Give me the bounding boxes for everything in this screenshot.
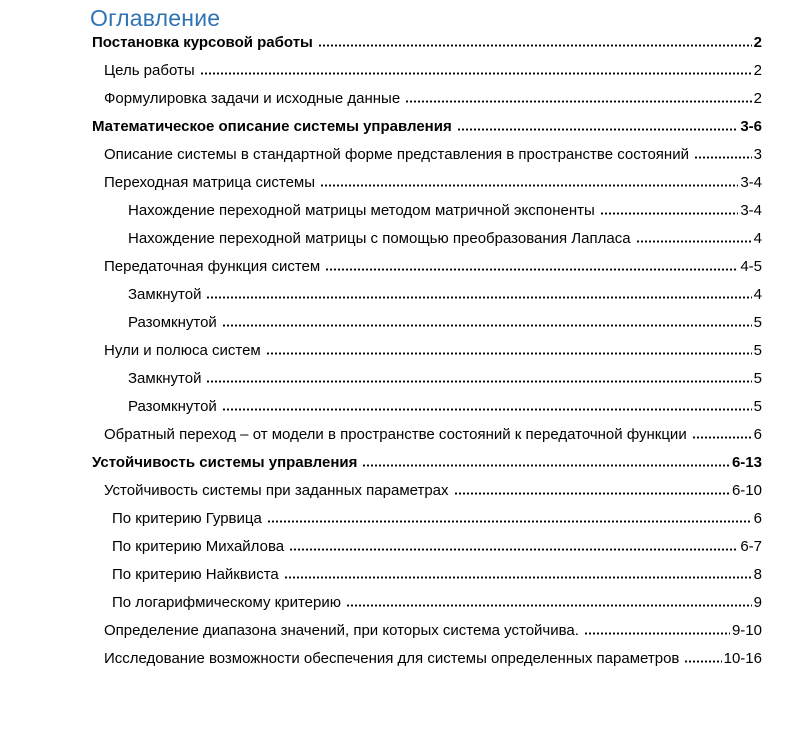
toc-entry-label: Передаточная функция систем xyxy=(104,258,321,275)
toc-entry[interactable] xyxy=(104,483,762,498)
toc-entry-label: По логарифмическому критерию xyxy=(112,594,341,611)
toc-entry-label: По критерию Гурвица xyxy=(112,510,262,527)
toc-entry-page: 5 xyxy=(753,342,762,359)
toc-entry-label: Нули и полюса систем xyxy=(104,342,261,359)
toc-entry-page: 9-10 xyxy=(731,622,762,639)
toc-entry[interactable] xyxy=(104,91,762,106)
toc-entry-page: 6-13 xyxy=(731,454,762,471)
toc-entry-label: Описание системы в стандартной форме представления в пространстве состояний xyxy=(104,146,689,163)
toc-dot-leader xyxy=(267,520,752,523)
toc-dot-leader xyxy=(284,576,752,579)
toc-entry[interactable] xyxy=(104,259,762,274)
toc-entry[interactable] xyxy=(104,651,762,666)
toc-dot-leader xyxy=(692,436,752,439)
toc-entry[interactable] xyxy=(92,119,762,134)
toc-dot-leader xyxy=(684,660,721,663)
toc-dot-leader xyxy=(457,128,739,131)
toc-entry-label: По критерию Найквиста xyxy=(112,566,279,583)
toc-entry-page: 5 xyxy=(753,398,762,415)
toc-entry-label: Исследование возможности обеспечения для системы определенных параметров xyxy=(104,650,680,667)
toc-entry-label: По критерию Михайлова xyxy=(112,538,285,555)
toc-entry-page: 2 xyxy=(753,62,762,79)
toc-entry[interactable] xyxy=(92,455,762,470)
toc-dot-leader xyxy=(636,240,752,243)
toc-entry[interactable] xyxy=(112,511,762,526)
toc-entry[interactable] xyxy=(128,399,762,414)
toc-entry-page: 4 xyxy=(753,230,762,247)
toc-entry-page: 4 xyxy=(753,286,762,303)
toc-dot-leader xyxy=(600,212,739,215)
toc-entry-label: Разомкнутой xyxy=(128,398,217,415)
toc-entry-label: Замкнутой xyxy=(128,370,202,387)
toc-entry-label: Устойчивость системы управления xyxy=(92,454,358,471)
toc-entry-page: 6-10 xyxy=(731,482,762,499)
toc-dot-leader xyxy=(320,184,738,187)
toc-entry-label: Разомкнутой xyxy=(128,314,217,331)
toc-dot-leader xyxy=(318,44,752,47)
toc-dot-leader xyxy=(405,100,752,103)
toc-dot-leader xyxy=(222,324,752,327)
toc-entry-page: 2 xyxy=(753,90,762,107)
toc-entry-label: Переходная матрица системы xyxy=(104,174,316,191)
toc-entry-label: Обратный переход – от модели в пространстве состояний к передаточной функции xyxy=(104,426,687,443)
toc-dot-leader xyxy=(266,352,752,355)
toc-entry-page: 5 xyxy=(753,314,762,331)
toc-entry-label: Нахождение переходной матрицы методом матричной экспоненты xyxy=(128,202,595,219)
toc-entry[interactable] xyxy=(104,343,762,358)
toc-entry-label: Устойчивость системы при заданных параметрах xyxy=(104,482,449,499)
toc-entry-label: Замкнутой xyxy=(128,286,202,303)
toc-entry[interactable] xyxy=(104,623,762,638)
toc-entry[interactable] xyxy=(104,63,762,78)
toc-dot-leader xyxy=(362,464,730,467)
toc-entry-page: 4-5 xyxy=(740,258,762,275)
toc-entry-page: 6 xyxy=(753,426,762,443)
toc-entry[interactable] xyxy=(128,231,762,246)
toc-entry-page: 6 xyxy=(753,510,762,527)
document-page xyxy=(0,5,788,737)
toc-dot-leader xyxy=(222,408,752,411)
toc-entry[interactable] xyxy=(104,147,762,162)
toc-entry-label: Формулировка задачи и исходные данные xyxy=(104,90,401,107)
toc-dot-leader xyxy=(346,604,752,607)
toc-entry-page: 2 xyxy=(753,34,762,51)
toc-entry[interactable] xyxy=(128,287,762,302)
toc-dot-leader xyxy=(694,156,752,159)
toc-entry[interactable] xyxy=(92,35,762,50)
toc-dot-leader xyxy=(325,268,738,271)
toc-entry-page: 6-7 xyxy=(740,538,762,555)
toc-entry[interactable] xyxy=(112,539,762,554)
toc-entry-label: Нахождение переходной матрицы с помощью преобразования Лапласа xyxy=(128,230,631,247)
toc-list xyxy=(0,35,788,666)
toc-entry[interactable] xyxy=(104,175,762,190)
toc-entry-page: 10-16 xyxy=(723,650,762,667)
toc-dot-leader xyxy=(206,296,751,299)
toc-entry-label: Постановка курсовой работы xyxy=(92,34,313,51)
toc-dot-leader xyxy=(289,548,738,551)
toc-entry[interactable] xyxy=(104,427,762,442)
toc-entry-page: 3-4 xyxy=(740,174,762,191)
toc-entry-label: Математическое описание системы управления xyxy=(92,118,452,135)
toc-entry-page: 8 xyxy=(753,566,762,583)
toc-entry-page: 5 xyxy=(753,370,762,387)
toc-entry[interactable] xyxy=(128,371,762,386)
toc-entry-page: 9 xyxy=(753,594,762,611)
toc-entry[interactable] xyxy=(112,567,762,582)
toc-dot-leader xyxy=(206,380,751,383)
toc-entry[interactable] xyxy=(112,595,762,610)
toc-dot-leader xyxy=(584,632,730,635)
toc-dot-leader xyxy=(200,72,752,75)
toc-entry[interactable] xyxy=(128,203,762,218)
toc-entry-label: Цель работы xyxy=(104,62,195,79)
toc-entry-label: Определение диапазона значений, при которых система устойчива. xyxy=(104,622,579,639)
toc-dot-leader xyxy=(454,492,730,495)
toc-entry-page: 3 xyxy=(753,146,762,163)
toc-entry[interactable] xyxy=(128,315,762,330)
toc-title: Оглавление xyxy=(90,5,221,31)
toc-entry-page: 3-4 xyxy=(740,202,762,219)
toc-entry-page: 3-6 xyxy=(740,118,762,135)
